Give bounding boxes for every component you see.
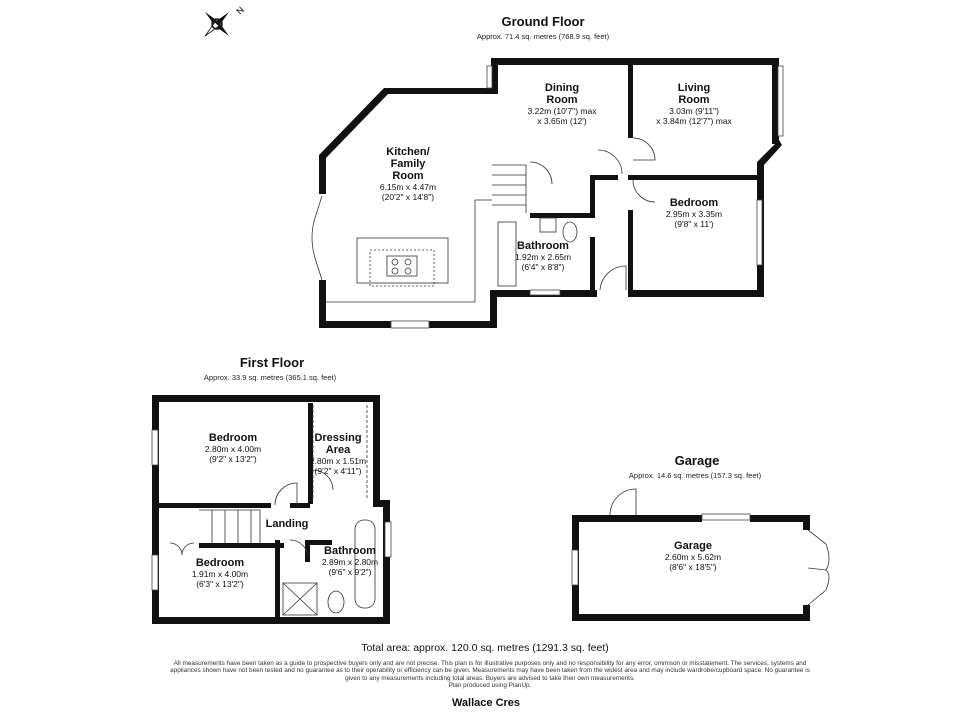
room-dims: 3.03m (9'11") x 3.84m (12'7") max: [656, 106, 732, 126]
room-label-garage: [665, 540, 721, 572]
room-name: Bathroom: [517, 240, 569, 252]
room-dims: 2.95m x 3.35m (9'8" x 11'): [665, 209, 723, 229]
room-label-ground-bathroom: [515, 240, 571, 272]
room-dims: 2.60m x 5.62m (8'6" x 18'5"): [664, 552, 722, 572]
disclaimer-text: All measurements have been taken as a guide to prospective buyers only and are not precise. This plan is for illustrative purposes only and no responsibility for any error, ommison or misstatement. The services, systems and appliances shown have not been tested and no guarantee as to their operability or efficiency can be given. Measurements may have been taken from the widest area and may include wardrobe/cupboard space. No guarantee is given to any measurements including total areas. Buyers are advised to take their own measurements.: [170, 660, 810, 682]
room-label-living: [656, 82, 732, 126]
room-label-landing: [266, 518, 309, 530]
property-address: Wallace Cres: [451, 697, 521, 709]
room-dims: 2.89m x 2.80m (9'6" x 9'2"): [321, 557, 379, 577]
room-name: Bedroom: [208, 432, 258, 444]
plan-credit: Plan produced using PlanUp.: [448, 682, 532, 690]
ground-floor-title: Ground Floor: [501, 14, 585, 29]
room-name: Bedroom: [669, 197, 719, 209]
garage-title: Garage: [674, 453, 720, 468]
room-label-first-bedroom-1: [205, 432, 261, 464]
room-name: Landing: [265, 518, 309, 530]
first-floor-area: Approx. 33.9 sq. metres (365.1 sq. feet): [203, 373, 337, 382]
compass-icon: [205, 5, 246, 36]
room-name: Kitchen/ Family Room: [386, 146, 430, 182]
room-label-first-bathroom: [322, 545, 378, 577]
first-floor-title: First Floor: [239, 355, 305, 370]
room-name: Bedroom: [195, 557, 245, 569]
room-dims: 3.22m (10'7") max x 3.65m (12'): [527, 106, 597, 126]
room-name: Dining Room: [544, 82, 580, 106]
disclaimer: [170, 660, 810, 690]
room-label-ground-bedroom: [666, 197, 722, 229]
compass-north-label: N: [234, 4, 247, 17]
room-name: Living Room: [677, 82, 711, 106]
room-dims: 2.80m x 4.00m (9'2" x 13'2"): [204, 444, 262, 464]
garage-area: Approx. 14.6 sq. metres (157.3 sq. feet): [628, 471, 762, 480]
room-dims: 1.91m x 4.00m (6'3" x 13'2"): [191, 569, 249, 589]
room-label-dressing: [310, 432, 366, 476]
room-dims: 1.92m x 2.65m (6'4" x 8'8"): [514, 252, 572, 272]
room-dims: 2.80m x 1.51m (9'2" x 4'11"): [309, 456, 367, 476]
room-name: Bathroom: [324, 545, 376, 557]
ground-floor-area: Approx. 71.4 sq. metres (768.9 sq. feet): [476, 32, 610, 41]
room-label-kitchen: [380, 146, 436, 202]
room-name: Garage: [674, 540, 712, 552]
room-label-first-bedroom-2: [192, 557, 248, 589]
total-area: Total area: approx. 120.0 sq. metres (1291.3 sq. feet): [361, 642, 609, 654]
room-name: Dressing Area: [314, 432, 362, 456]
room-label-dining: [528, 82, 597, 126]
first-floor-walls: [152, 395, 390, 624]
room-dims: 6.15m x 4.47m (20'2" x 14'8"): [379, 182, 437, 202]
